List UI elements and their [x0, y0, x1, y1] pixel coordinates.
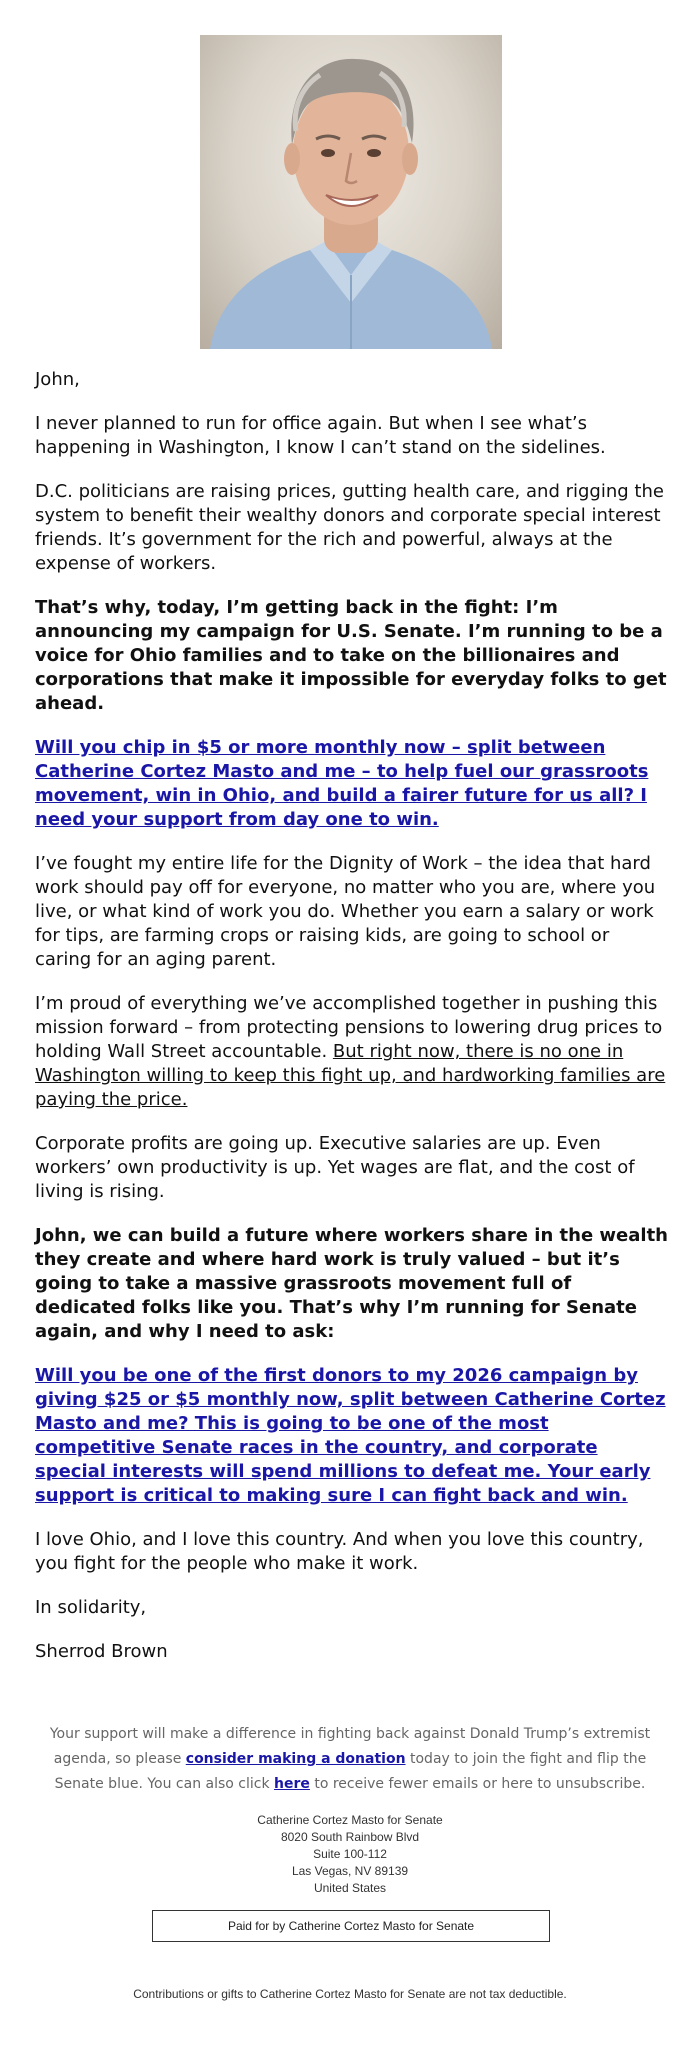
donate-link-first-donors[interactable]: Will you be one of the first donors to my 2026 campaign by giving $25 or $5 monthly now, split between Catherine Cortez Masto and me? This is going to be one of the most competitive Senate races in the country, and corporate special interests will spend millions to defeat me. Your early support is critical to making sure I can fight back and win.	[35, 1365, 666, 1506]
email-body	[35, 368, 670, 1684]
accomplishments-text: I’m proud of everything we’ve accomplished together in pushing this mission forward – from protecting pensions to lowering drug prices to holding Wall Street accountable.	[35, 993, 663, 1062]
footer-note	[40, 1722, 660, 1797]
accomplishments-underlined: But right now, there is no one in Washington willing to keep this fight up, and hardworking families are paying the price.	[35, 1041, 666, 1110]
paragraph-announcement: That’s why, today, I’m getting back in the fight: I’m announcing my campaign for U.S. Senate. I’m running to be a voice for Ohio families and to take on the billionaires and corporations that make it impossible for everyday folks to get ahead.	[35, 597, 667, 714]
paragraph-accomplishments	[35, 992, 670, 1112]
paragraph-love-ohio: I love Ohio, and I love this country. And when you love this country, you fight for the people who make it work.	[35, 1529, 644, 1574]
signature: Sherrod Brown	[35, 1641, 168, 1662]
donate-footer-link[interactable]: consider making a donation	[185, 1751, 406, 1767]
address-line: Suite 100-112	[313, 1847, 387, 1861]
portrait-illustration	[200, 35, 502, 349]
footer-text-a: Your support will make a difference in fighting back against Donald Trump’s extremist agenda, so please	[49, 1726, 651, 1767]
paragraph-dc-politicians: D.C. politicians are raising prices, gutting health care, and rigging the system to benefit their wealthy donors and corporate special interest friends. It’s government for the rich and powerful, always at the expense of workers.	[35, 481, 664, 574]
footer-text-c: to receive fewer emails or here to unsubscribe.	[309, 1776, 646, 1792]
tax-disclaimer: Contributions or gifts to Catherine Cortez Masto for Senate are not tax deductible.	[133, 1987, 567, 2001]
paid-for-box: Paid for by Catherine Cortez Masto for Senate	[152, 1910, 550, 1942]
paragraph-profits: Corporate profits are going up. Executive salaries are up. Even workers’ own productivity is up. Yet wages are flat, and the cost of living is rising.	[35, 1133, 635, 1202]
signoff: In solidarity,	[35, 1597, 147, 1618]
paragraph-dignity-of-work: I’ve fought my entire life for the Dignity of Work – the idea that hard work should pay off for everyone, no matter who you are, where you live, or what kind of work you do. Whether you earn a salary or work for tips, are farming crops or raising kids, are going to school or caring for an aging parent.	[35, 853, 656, 970]
paragraph-intro: I never planned to run for office again. But when I see what’s happening in Washington, I know I can’t stand on the sidelines.	[35, 413, 606, 458]
address-line: 8020 South Rainbow Blvd	[280, 1830, 420, 1844]
address-line: United States	[313, 1881, 387, 1895]
address-line: Catherine Cortez Masto for Senate	[257, 1813, 443, 1827]
paragraph-future: John, we can build a future where workers share in the wealth they create and where hard work is truly valued – but it’s going to take a massive grassroots movement full of dedicated folks like you. That’s why I’m running for Senate again, and why I need to ask:	[35, 1225, 668, 1342]
candidate-photo	[200, 35, 502, 349]
footer-text-b: today to join the fight and flip the Senate blue. You can also click	[54, 1751, 647, 1792]
greeting: John,	[35, 369, 80, 390]
address-line: Las Vegas, NV 89139	[291, 1864, 409, 1878]
mailing-address	[0, 1812, 700, 1897]
fewer-emails-link[interactable]: here	[274, 1776, 310, 1792]
donate-link-monthly[interactable]: Will you chip in $5 or more monthly now – split between Catherine Cortez Masto and me – to help fuel our grassroots movement, win in Ohio, and build a fairer future for us all? I need your support from day one to win.	[35, 737, 649, 830]
